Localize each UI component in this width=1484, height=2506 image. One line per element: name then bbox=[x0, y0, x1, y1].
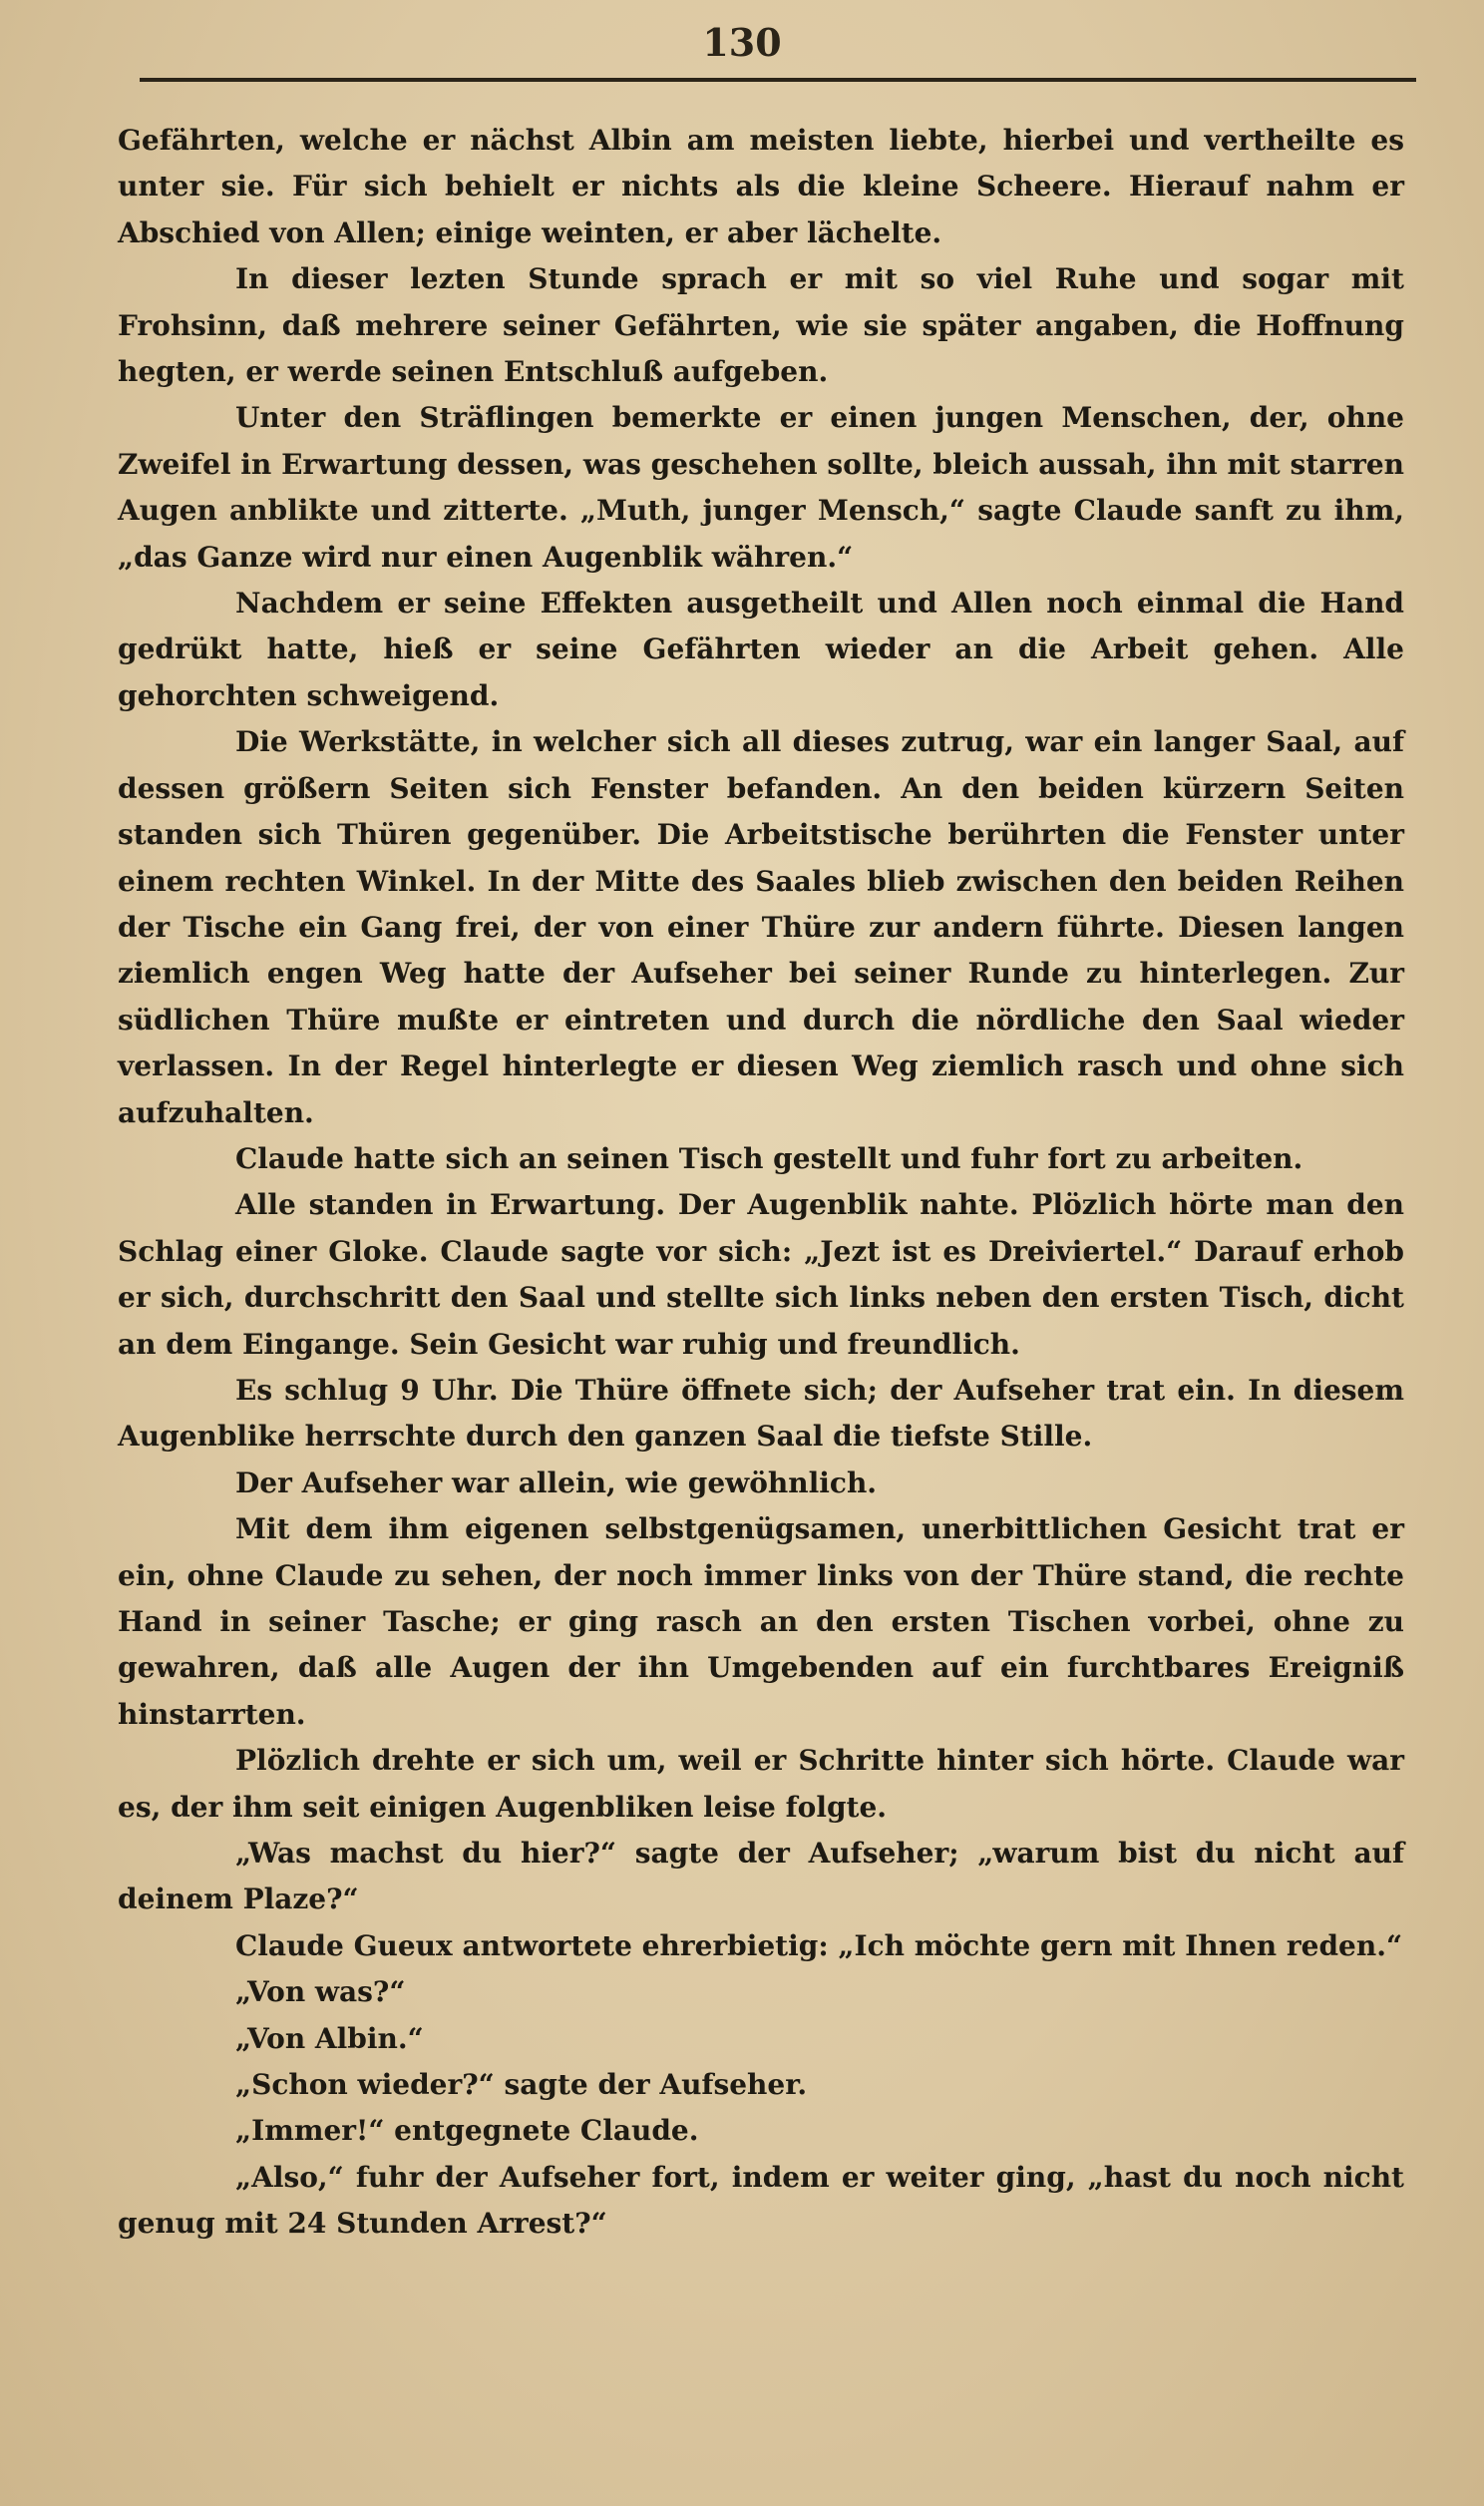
paragraph: „Von Albin.“ bbox=[235, 2021, 424, 2055]
paragraph: „Schon wieder?“ sagte der Aufseher. bbox=[235, 2068, 808, 2102]
paragraph: „Von was?“ bbox=[235, 1975, 406, 2009]
body-text bbox=[118, 118, 1404, 2248]
paragraph: Claude hatte sich an seinen Tisch gestellt und fuhr fort zu arbeiten. bbox=[235, 1141, 1303, 1175]
paragraph: Die Werkstätte, in welcher sich all dieses zutrug, war ein langer Saal, auf dessen größern Seiten sich Fenster befanden. An den beiden kürzern Seiten standen sich Thüren gegenüber. Die Arbeitstische berührten die Fenster unter einem rechten Winkel. In der Mitte des Saales blieb zwischen den beiden Reihen der Tische ein Gang frei, der von einer Thüre zur andern führte. Diesen langen ziemlich engen Weg hatte der Aufseher bei seiner Runde zu hinterlegen. Zur südlichen Thüre mußte er eintreten und durch die nördliche den Saal wieder verlassen. In der Regel hinterlegte er diesen Weg ziemlich rasch und ohne sich aufzuhalten. bbox=[118, 725, 1404, 1129]
paragraph: „Was machst du hier?“ sagte der Aufseher; „warum bist du nicht auf deinem Plaze?“ bbox=[118, 1837, 1404, 1916]
paragraph: „Also,“ fuhr der Aufseher fort, indem er weiter ging, „hast du noch nicht genug mit 24 Stunden Arrest?“ bbox=[118, 2160, 1404, 2241]
paragraph: Der Aufseher war allein, wie gewöhnlich. bbox=[235, 1465, 878, 1499]
page-number: 130 bbox=[702, 20, 782, 65]
paragraph: Plözlich drehte er sich um, weil er Schritte hinter sich hörte. Claude war es, der ihm seit einigen Augenbliken leise folgte. bbox=[118, 1744, 1404, 1824]
paragraph: Claude Gueux antwortete ehrerbietig: „Ich möchte gern mit Ihnen reden.“ bbox=[235, 1928, 1403, 1962]
paragraph: Unter den Sträflingen bemerkte er einen jungen Menschen, der, ohne Zweifel in Erwartung dessen, was geschehen sollte, bleich aussah, ihn mit starren Augen anblikte und zitterte. „Muth, junger Mensch,“ sagte Claude sanft zu ihm, „das Ganze wird nur einen Augenblik währen.“ bbox=[118, 401, 1404, 574]
paragraph: Mit dem ihm eigenen selbstgenügsamen, unerbittlichen Gesicht trat er ein, ohne Claude zu sehen, der noch immer links von der Thüre stand, die rechte Hand in seiner Tasche; er ging rasch an den ersten Tischen vorbei, ohne zu gewahren, daß alle Augen der ihn Umgebenden auf ein furchtbares Ereigniß hinstarrten. bbox=[118, 1512, 1404, 1731]
paragraph: In dieser lezten Stunde sprach er mit so viel Ruhe und sogar mit Frohsinn, daß mehrere seiner Gefährten, wie sie später angaben, die Hoffnung hegten, er werde seinen Entschluß aufgeben. bbox=[118, 262, 1404, 389]
paragraph: Es schlug 9 Uhr. Die Thüre öffnete sich; der Aufseher trat ein. In diesem Augenblike herrschte durch den ganzen Saal die tiefste Stille. bbox=[118, 1373, 1404, 1454]
paragraph: Gefährten, welche er nächst Albin am meisten liebte, hierbei und vertheilte es unter sie. Für sich behielt er nichts als die kleine Scheere. Hierauf nahm er Abschied von Allen; einige weinten, er aber lächelte. bbox=[118, 124, 1404, 249]
header-rule bbox=[140, 78, 1416, 82]
paragraph: Nachdem er seine Effekten ausgetheilt und Allen noch einmal die Hand gedrükt hatte, hieß er seine Gefährten wieder an die Arbeit gehen. Alle gehorchten schweigend. bbox=[118, 587, 1404, 712]
paragraph: „Immer!“ entgegnete Claude. bbox=[235, 2114, 699, 2148]
paragraph: Alle standen in Erwartung. Der Augenblik nahte. Plözlich hörte man den Schlag einer Gloke. Claude sagte vor sich: „Jezt ist es Dreiviertel.“ Darauf erhob er sich, durchschritt den Saal und stellte sich links neben den ersten Tisch, dicht an dem Eingange. Sein Gesicht war ruhig und freundlich. bbox=[118, 1188, 1404, 1361]
